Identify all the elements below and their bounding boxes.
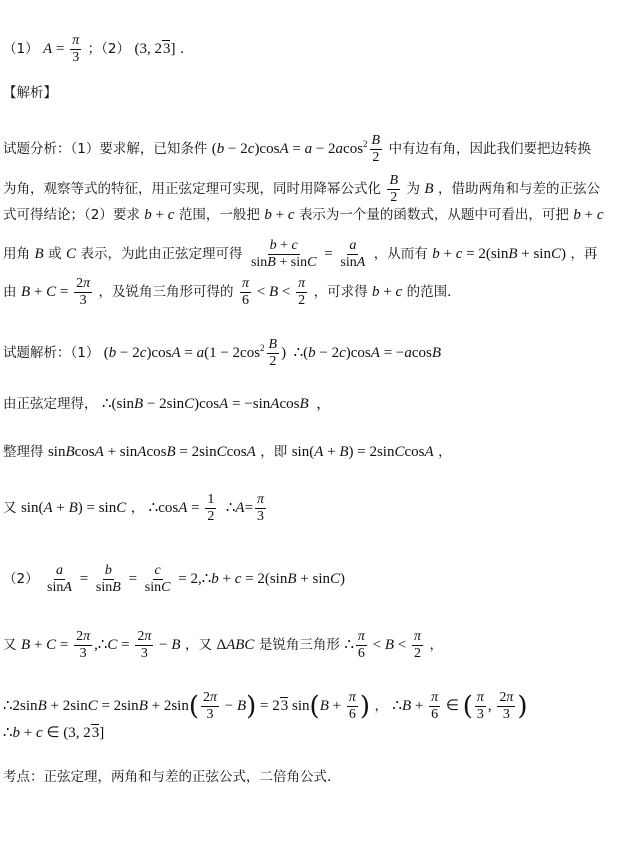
analysis-line-5: 由 B + C = $\frac{2\pi}{3}$ ，及锐角三角形可得的 $\frac{\pi}{6}$ < B < $\frac{\pi}{2}$ ，可求得 b + c 的范围． (3, 276, 461, 308)
answer-part2-math: (3, 23] (134, 40, 176, 57)
answer-line (3, 33, 193, 66)
analysis-line-2: 为角，观察等式的特征，用正弦定理可实现，同时用降幂公式化 $\frac{B}{2}$ 为 B ，借助两角和与差的正弦公 (3, 173, 601, 205)
answer-part1-label: （1） (3, 40, 39, 57)
answer-separator: ；（2） (87, 40, 130, 57)
solution-line-1: 试题解析：（1） $(b - 2c)\cos A = a(1 - 2\cos^2$ $\frac{B}{2}$ ) ∴(b − 2c)cosA = −acosB (3, 337, 442, 369)
analysis-line-4: 用角 B 或 C 表示，为此由正弦定理可得 $\frac{b + c}{\sin B + \sin C}$ = $\frac{a}{\sin A}$ ，从而有 b + c = 2(sinB + sinC) ，再 (3, 238, 598, 270)
condition-equation: (b − 2c)cosA = a − 2acos$^2$ $\frac{B}{2}$ (211, 133, 381, 165)
key-points: 考点：正弦定理，两角和与差的正弦公式，二倍角公式． (3, 769, 341, 785)
solution-line-8: ∴b + c ∈ (3, 23] (3, 725, 105, 741)
solution-line-3: 整理得 sinBcosA + sinAcosB = 2sinCcosA ，即 sin(A + B) = 2sinCcosA ， (3, 444, 452, 460)
answer-part1-math: A = $\frac{\pi}{3}$ (43, 33, 80, 65)
solution-line-5: （2） $\frac{a}{\sin A}$ = $\frac{b}{\sin B}$ = $\frac{c}{\sin C}$ = 2,∴b + c = 2(sinB + sinC) (3, 563, 346, 595)
analysis-line-1: 试题分析：（1）要求解，已知条件 (b − 2c)cosA = a − 2acos$^2$ $\frac{B}{2}$ 中有边有角，因此我们要把边转换 (3, 133, 592, 165)
solution-line-2: 由正弦定理得， ∴(sinB − 2sinC)cosA = −sinAcosB ， (3, 396, 332, 412)
answer-end: ． (179, 40, 194, 57)
solution-line-4: 又 sin(A + B) = sinC ， ∴cosA = $\frac{1}{2}$ ∴A= $\frac{\pi}{3}$ (3, 492, 265, 524)
solution-line-6: 又 B + C = $\frac{2\pi}{3}$ ,∴C = $\frac{2\pi}{3}$ − B ，又 ΔABC 是锐角三角形 ∴ $\frac{\pi}{6}$ < B < $\frac{\pi}{2}$ ， (3, 629, 443, 661)
analysis-line-3: 式可得结论；（2）要求 b + c 范围，一般把 b + c 表示为一个量的函数式，从题中可看出，可把 b + c (3, 207, 604, 223)
solution-line-7: ∴2sinB + 2sinC = 2sinB + 2sin( $\frac{2\pi}{3}$ − B) = 23 sin(B + $\frac{\pi}{6}$ ) ， ∴B + $\frac{\pi}{6}$ ∈ ( $\frac{\pi}{3}$ , $\frac{2\pi}{3}$ ) (3, 690, 528, 722)
analysis-heading: 【解析】 (3, 85, 57, 101)
